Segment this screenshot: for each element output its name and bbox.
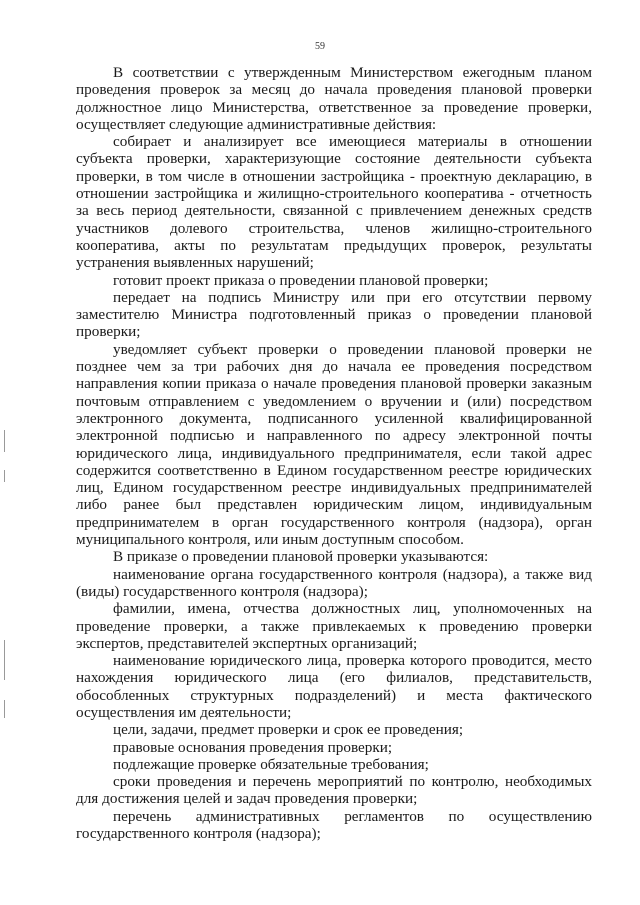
document-body xyxy=(76,64,592,842)
paragraph-order-contents-heading: В приказе о проведении плановой проверки указываются: xyxy=(113,548,489,566)
paragraph-requirements: подлежащие проверке обязательные требования; xyxy=(113,755,429,773)
paragraph-regulations: перечень административных регламентов по осуществлению государственного контроля (надзора); xyxy=(76,807,592,843)
margin-mark xyxy=(4,470,5,482)
margin-mark xyxy=(4,640,5,680)
paragraph-notify-subject: уведомляет субъект проверки о проведении плановой проверки не позднее чем за три рабочих дня до начала ее проведения посредством направления копии приказа о начале проведения плановой проверки заказным почтовым отправлением с уведомлением о вручении и (или) посредством электронного документа, подписанного усиленной квалифицированной электронной подписью и направленного по адресу электронной почты юридического лица, индивидуального предпринимателя, если такой адрес содержится соответственно в Едином государственном реестре юридических лиц, Едином государственном реестре индивидуальных предпринимателей либо ранее был представлен юридическим лицом, индивидуальным предпринимателем в орган государственного контроля (надзора), орган муниципального контроля, или иным доступным способом. xyxy=(76,340,592,549)
paragraph-goals: цели, задачи, предмет проверки и срок ее проведения; xyxy=(113,721,464,739)
paragraph-legal-basis: правовые основания проведения проверки; xyxy=(113,738,393,756)
paragraph-officials: фамилии, имена, отчества должностных лиц, уполномоченных на проведение проверки, а также привлекаемых к проведению проверки экспертов, представителей экспертных организаций; xyxy=(76,600,592,652)
paragraph-timelines: сроки проведения и перечень мероприятий по контролю, необходимых для достижения целей и задач проведения проверки; xyxy=(76,773,592,808)
paragraph-prepare-order: готовит проект приказа о проведении плановой проверки; xyxy=(113,271,489,289)
paragraph-authority-name: наименование органа государственного контроля (надзора), а также вид (виды) государственного контроля (надзора); xyxy=(76,565,592,600)
paragraph-collect-materials: собирает и анализирует все имеющиеся материалы в отношении субъекта проверки, характеризующие состояние деятельности субъекта проверки, в том числе в отношении застройщика - проектную декларацию, в отношении застройщика и жилищно-строительного кооператива - отчетность за весь период деятельности, связанной с привлечением денежных средств участников долевого строительства, членов жилищно-строительного кооператива, акты по результатам предыдущих проверок, результаты устранения выявленных нарушений; xyxy=(76,133,592,272)
margin-mark xyxy=(4,700,5,718)
binding-margin xyxy=(2,0,8,905)
page-number: 59 xyxy=(315,41,325,52)
paragraph-submit-signature: передает на подпись Министру или при его отсутствии первому заместителю Министра подготовленный приказ о проведении плановой проверки; xyxy=(76,288,592,341)
paragraph-legal-entity: наименование юридического лица, проверка которого проводится, место нахождения юридического лица (его филиалов, представительств, обособленных структурных подразделений) и места фактического осуществления им деятельности; xyxy=(76,652,592,721)
paragraph-intro: В соответствии с утвержденным Министерством ежегодным планом проведения проверок за месяц до начала проведения плановой проверки должностное лицо Министерства, ответственное за проведение проверки, осуществляет следующие административные действия: xyxy=(76,64,592,133)
margin-mark xyxy=(4,430,5,452)
